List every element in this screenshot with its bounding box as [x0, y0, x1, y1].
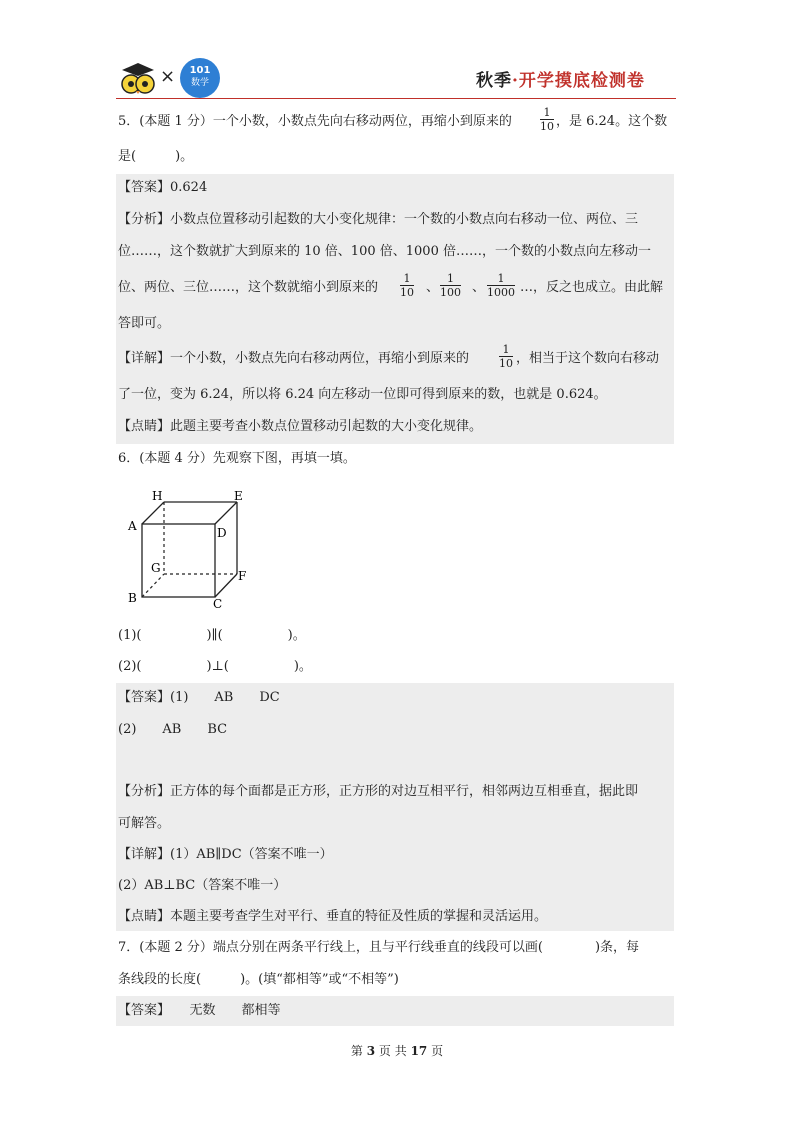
title-season: 秋季	[476, 71, 512, 91]
logo-cross: ×	[160, 66, 176, 87]
q5-stem-fraction: $\frac{1}{10}$	[540, 106, 554, 133]
header-divider	[116, 98, 676, 99]
fraction-separator: 、	[426, 280, 440, 295]
label-E: E	[234, 489, 243, 503]
q5-detail-line1a: 【详解】一个小数，小数点先向右移动两位，再缩小到原来的	[118, 351, 470, 366]
title-main: 开学摸底检测卷	[518, 71, 645, 91]
q6-analysis-line1: 【分析】正方体的每个面都是正方形，正方形的对边互相平行，相邻两边互相垂直，据此即	[118, 784, 639, 799]
fraction-1-10: $\frac{1}{10}$	[400, 272, 414, 299]
label-H: H	[152, 489, 163, 503]
label-F: F	[238, 569, 247, 583]
q5-analysis-line3b: …，反之也成立。由此解	[520, 280, 664, 295]
label-G: G	[151, 561, 161, 575]
label-B: B	[128, 591, 137, 605]
cube-diagram	[122, 486, 262, 612]
math101-logo-icon: 101 数学	[180, 58, 220, 98]
header-title	[476, 66, 645, 91]
q5-analysis-line1: 【分析】小数点位置移动引起数的大小变化规律：一个数的小数点向右移动一位、两位、三	[118, 212, 639, 227]
q6-analysis-line2: 可解答。	[118, 816, 171, 831]
q5-detail-fraction: $\frac{1}{10}$	[499, 343, 513, 370]
q7-stem-line1: 7．(本题 2 分）端点分别在两条平行线上，且与平行线垂直的线段可以画( )条，每	[118, 940, 640, 955]
q5-stem-b: ，是 6.24。这个数	[556, 114, 668, 129]
q6-stem: 6．(本题 4 分）先观察下图，再填一填。	[118, 451, 356, 466]
q6-detail-line2: (2）AB⊥BC（答案不唯一）	[118, 878, 287, 893]
label-D: D	[217, 526, 227, 540]
q6-answer-line1: 【答案】(1) AB DC	[118, 690, 280, 705]
q6-detail-line1: 【详解】(1）AB∥DC（答案不唯一）	[118, 847, 333, 862]
page-total: 17	[410, 1044, 428, 1058]
q7-answer: 【答案】 无数 都相等	[118, 1003, 281, 1018]
title-dot: ·	[512, 71, 519, 91]
label-A: A	[128, 519, 137, 533]
page-footer: 第 3 页 共 17 页	[350, 1044, 444, 1058]
q7-stem-line2: 条线段的长度( )。(填“都相等”或“不相等”)	[118, 972, 399, 987]
q6-answer-line2: (2) AB BC	[118, 722, 228, 737]
fraction-separator: 、	[472, 280, 486, 295]
q5-point: 【点睛】此题主要考查小数点位置移动引起数的大小变化规律。	[118, 419, 483, 434]
q5-detail-line2: 了一位，变为 6.24，所以将 6.24 向左移动一位即可得到原来的数，也就是 0.624。	[118, 387, 607, 402]
fraction-1-1000: $\frac{1}{1000}$	[487, 272, 515, 299]
q5-stem-c: 是( )。	[118, 149, 194, 164]
q5-analysis-line2: 位……，这个数就扩大到原来的 10 倍、100 倍、1000 倍……，一个数的小数点向左移动一	[118, 244, 651, 259]
q5-stem-a: 5．(本题 1 分）一个小数，小数点先向右移动两位，再缩小到原来的	[118, 114, 512, 129]
q5-answer: 【答案】0.624	[118, 180, 208, 195]
q5-analysis-line4: 答即可。	[118, 316, 171, 331]
label-C: C	[213, 597, 223, 611]
q6-point: 【点睛】本题主要考查学生对平行、垂直的特征及性质的掌握和灵活运用。	[118, 909, 548, 924]
owl-logo-icon	[118, 60, 158, 98]
q6-blank1: (1)( )∥( )。	[118, 628, 306, 643]
q5-analysis-line3a: 位、两位、三位……，这个数就缩小到原来的	[118, 280, 379, 295]
q6-blank2: (2)( )⊥( )。	[118, 659, 312, 674]
page-number: 3	[366, 1044, 376, 1058]
fraction-1-100: $\frac{1}{100}$	[440, 272, 461, 299]
q5-detail-line1b: ，相当于这个数向右移动	[516, 351, 660, 366]
